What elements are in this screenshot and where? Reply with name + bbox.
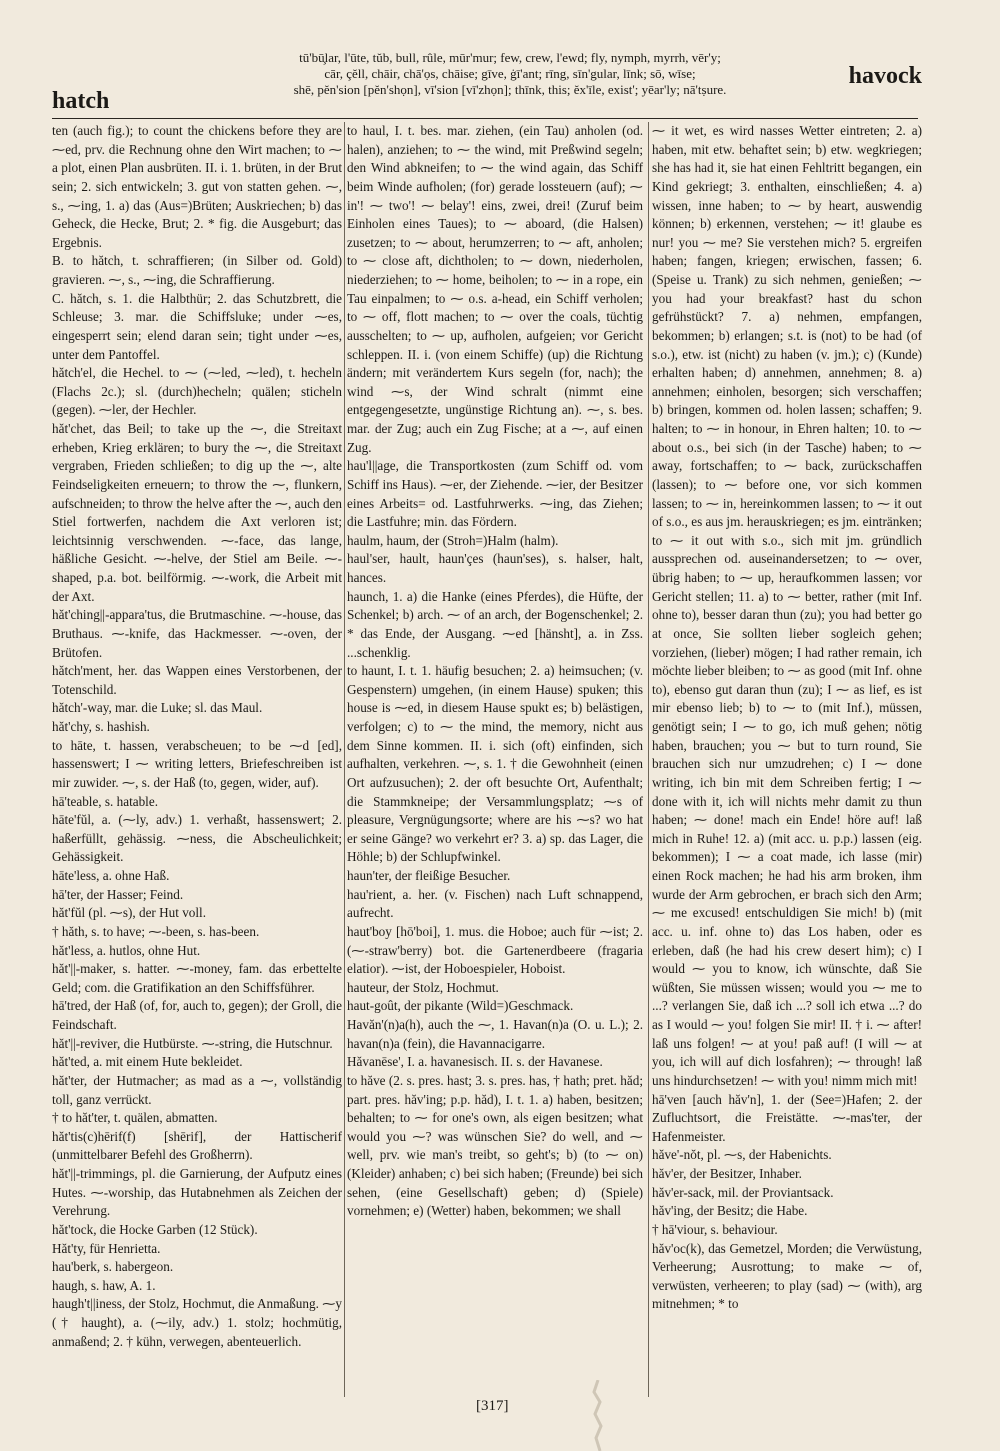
entry: hau'berk, s. habergeon. (52, 1259, 174, 1275)
entry: hăt'chy, s. hashish. (52, 719, 150, 734)
pronunciation-key (200, 50, 820, 98)
entry: haul'ser, hault, haun'çes (haun'ses), s. halser, halt, hances. (347, 551, 643, 585)
entry: † to hăt'ter, t. quälen, abmatten. (52, 1110, 218, 1126)
entry: hā'ven [auch hăv'n], 1. der (See=)Hafen; 2. der Zufluchtsort, die Freistätte. ⁓-mas'ter, der Hafenmeister. (652, 1091, 922, 1144)
entry: hăt'||-maker, s. hatter. ⁓-money, fam. das erbettelte Geld; com. die Gratifikation an den Schiffsführer. (52, 961, 342, 995)
entry: hāte'less, a. ohne Haß. (52, 868, 170, 883)
entry: hauteur, der Stolz, Hochmut. (347, 979, 499, 995)
entry: B. to hătch, t. schraffieren; (in Silber od. Gold) gravieren. ⁓, s., ⁓ing, die Schraffierung. (52, 253, 342, 287)
entry: hā'teable, s. hatable. (52, 793, 158, 809)
entry: hăt'ted, a. mit einem Hute bekleidet. (52, 1054, 243, 1070)
entry: haun'ter, der fleißige Besucher. (347, 868, 511, 883)
entry: Hăvanēse', I. a. havanesisch. II. s. der Havanese. (347, 1054, 603, 1070)
entry: hăt'less, a. hutlos, ohne Hut. (52, 942, 201, 958)
pronunciation-key-line: shē, pĕn'sion [pĕn'shọn], vī'sion [vī'zhọn]; thīnk, this; ĕx'īle, exist'; yēar'ly; nā'tṣure. (293, 82, 727, 97)
entry: C. hătch, s. 1. die Halbthür; 2. das Schutzbrett, die Schleuse; 3. mar. die Schiffsluke; under ⁓es, eingesperrt sein; elend daran sein; tight under ⁓es, unter dem Pantoffel. (52, 290, 342, 362)
entry: hăve'-nŏt, pl. ⁓s, der Habenichts. (652, 1147, 832, 1163)
entry: to hăve (2. s. pres. hast; 3. s. pres. has, † hath; pret. hăd; part. pres. hăv'ing; p.p. hăd), I. t. 1. a) haben, besitzen; behalten; to ⁓ for one's own, als eigen besitzen; what would you ⁓? was wünschen Sie? do well, and ⁓ well, prv. wie man's treibt, so geht's; b) (to ⁓ on) (Kleider) anhaben; c) bei sich haben; (Freunde) bei sich sehen, (eine Gesellschaft) geben; d) (Spiele) vornehmen; e) (Wetter) haben, bekommen; we shall (347, 1072, 643, 1219)
entry: haugh't||iness, der Stolz, Hochmut, die Anmaßung. ⁓y († haught), a. (⁓ily, adv.) 1. stolz; hochmütig, anmaßend; 2. † kühn, verwegen, abenteuerlich. (52, 1296, 342, 1349)
entry: hăv'er, der Besitzer, Inhaber. (652, 1166, 802, 1181)
entry: haut'boy [hō'boi], 1. mus. die Hoboe; auch für ⁓ist; 2. (⁓-straw'berry) bot. die Gartenerdbeere (fragaria elatior). ⁓ist, der Hoboespieler, Hoboist. (347, 923, 643, 977)
pronunciation-key-line: cār, çĕll, chāir, chā'ọs, chāise; gīve, ġī'ant; rīng, sīn'gular, līnk; sō, wīse; (324, 66, 696, 81)
entry: † hā'viour, s. behaviour. (652, 1221, 778, 1237)
entry: hăt'fŭl (pl. ⁓s), der Hut voll. (52, 905, 207, 921)
entry: hăt'ter, der Hutmacher; as mad as a ⁓, vollständig toll, ganz verrückt. (52, 1072, 342, 1107)
entry: hăt'||-reviver, die Hutbürste. ⁓-string, die Hutschnur. (52, 1035, 333, 1051)
entry: to haunt, I. t. 1. häufig besuchen; 2. a) heimsuchen; (v. Gespenstern) umgehen, (in einem Hause) spuken; this house is ⁓ed, in diesem Hause spukt es; b) belästigen, verfolgen; c) to ⁓ the mind, the memory, nicht aus dem Sinne kommen. II. i. sich (oft) einfinden, sich aufhalten, verkehren. ⁓, s. 1. † die Gewohnheit (einen Ort aufzusuchen); 2. der oft besuchte Ort, Aufenthalt; die Stammkneipe; der Versammlungsplatz; ⁓s of pleasure, Vergnügungsorte; where are his ⁓s? wo hat er seine Gänge? wo verkehrt er? 3. a) sp. das Lager, die Höhle; b) der Schlupfwinkel. (347, 663, 643, 865)
guide-word-left: hatch (52, 88, 110, 114)
entry: hăv'ing, der Besitz; die Habe. (652, 1203, 808, 1219)
entry: hăt'tock, die Hocke Garben (12 Stück). (52, 1221, 258, 1237)
entry: Hăt'ty, für Henrietta. (52, 1240, 161, 1256)
column-3 (652, 122, 922, 1314)
entry: hā'ter, der Hasser; Feind. (52, 886, 184, 902)
entry: haugh, s. haw, A. 1. (52, 1277, 156, 1293)
entry: Havăn'(n)a(h), auch the ⁓, 1. Havan(n)a (O. u. L.); 2. havan(n)a (fein), die Havannacigarre. (347, 1017, 643, 1051)
paper-tear (588, 1380, 608, 1451)
entry: hăt'ching||-appara'tus, die Brutmaschine. ⁓-house, das Bruthaus. ⁓-knife, das Hackmesser. ⁓-oven, der Brütofen. (52, 607, 342, 660)
entry: hătch'ment, her. das Wappen eines Verstorbenen, der Totenschild. (52, 663, 342, 697)
column-divider (648, 122, 649, 1397)
guide-word-right: havock (848, 63, 922, 89)
entry: hā'tred, der Haß (of, for, auch to, gegen); der Groll, die Feindschaft. (52, 998, 342, 1032)
page-number: [317] (476, 1398, 509, 1414)
entry: to haul, I. t. bes. mar. ziehen, (ein Tau) anholen (od. halen), anziehen; to ⁓ the wind, mit Preßwind segeln; den Wind abkneifen; to ⁓ the wind again, das Schiff beim Winde aufholen; (for) gerade lossteuern (auf); ⁓ in'! ⁓ two'! ⁓ belay'! eins, zwei, drei! (Zuruf beim Einholen eines Taues); to ⁓ aboard, (die Halsen) zusetzen; to ⁓ about, herumzerren; to ⁓ aft, anholen; to ⁓ close aft, dichtholen; to ⁓ down, niederholen, niederziehen; to ⁓ home, beiholen; to ⁓ in a rope, ein Tau einpalmen; to ⁓ o.s. a-head, ein Schiff verholen; to ⁓ off, flott machen; to ⁓ over the coals, tüchtig ausschelten; to ⁓ up, aufholen, aufgeien; vor Gericht schleppen. II. i. (von einem Schiffe) (up) die Richtung ändern; mit verändertem Kurs segeln (for, nach); the wind ⁓s, der Wind schralt (nimmt eine entgegengesetzte, ungünstige Richtung an). ⁓, s. bes. mar. der Zug; auch ein Zug Fische; at a ⁓, auf einen Zug. (347, 123, 643, 455)
entry: hăv'er-sack, mil. der Proviantsack. (652, 1184, 834, 1200)
entry: ten (auch fig.); to count the chickens before they are ⁓ed, prv. die Rechnung ohne den Wirt machen; to ⁓ a plot, einen Plan ausbrüten. II. i. 1. brüten, in der Brut sein; 2. sich entwickeln; 3. gut von statten gehen. ⁓, s., ⁓ing, 1. a) das (Aus=)Brüten; Auskriechen; b) das Geheck, die Hecke, Brut; 2. * fig. die Ausgeburt; das Ergebnis. (52, 123, 342, 250)
entry: hāte'fŭl, a. (⁓ly, adv.) 1. verhaßt, hassenswert; 2. haßerfüllt, gehässig. ⁓ness, die Abscheulichkeit; Gehässigkeit. (52, 812, 342, 865)
header-rule (52, 118, 918, 119)
entry: haulm, haum, der (Stroh=)Halm (halm). (347, 532, 559, 548)
entry: hau'rient, a. her. (v. Fischen) nach Luft schnappend, aufrecht. (347, 886, 643, 921)
entry: ⁓ it wet, es wird nasses Wetter eintreten; 2. a) haben, mit etw. behaftet sein; b) etw. wegkriegen; she has had it, sie hat einen Fehltritt begangen, ein Kind gekriegt; 3. enthalten, einschließen; 4. a) wissen, inne haben; to ⁓ by heart, auswendig können; b) erkennen, verstehen; ⁓ it! glaube es nur! you ⁓ me? Sie verstehen mich? 5. ergreifen haben; fangen, kriegen; erwischen, fassen; 6. (Speise u. Trank) zu sich nehmen, genießen; ⁓ you had your breakfast? hast du schon gefrühstückt? 7. a) nehmen, empfangen, bekommen; b) erlangen; s.t. is (not) to be had (of s.o.), etw. ist (nicht) zu haben (v. jm.); c) (Kunde) erhalten haben; d) annehmen, annehmen; 8. a) annehmen; einholen, besorgen; sich verschaffen; b) bringen, kommen od. holen lassen; schaffen; 9. halten; to ⁓ in honour, in Ehren halten; 10. to ⁓ about o.s., bei sich (in der Tasche) haben; to ⁓ away, fortschaffen; to ⁓ back, zurückschaffen (lassen); to ⁓ before one, vor sich kommen lassen; to ⁓ in, hereinkommen lassen; to ⁓ it out of s.o., es aus jm. herauskriegen; es jm. eintränken; to ⁓ it out with s.o., sich mit jm. gründlich aussprechen od. auseinandersetzen; to ⁓ over, übrig haben; to ⁓ up, heraufkommen lassen; vor Gericht stellen; 11. a) to ⁓ better, rather (mit Inf. ohne to), besser daran thun (zu); you had better go at once, Sie sollten lieber sogleich gehen; vorziehen, (lieber) mögen; I had rather remain, ich möchte lieber bleiben; to ⁓ as good (mit Inf. ohne to), ebenso gut daran thun (zu); I ⁓ as lief, es ist mir ebenso lieb; b) to ⁓ to (mit Inf.), müssen, genötigt sein; I ⁓ to go, ich muß gehen; nötig haben, brauchen; you ⁓ but to turn round, Sie brauchen sich nur umzudrehen; c) I ⁓ done writing, ich bin mit dem Schreiben fertig; I ⁓ done with it, ich will nichts mehr damit zu thun haben; ⁓ done! mach ein Ende! höre auf! laß mich in Ruhe! 12. a) (mit acc. u. p.p.) lassen (eig. bekommen); I ⁓ a coat made, ich lasse (mir) einen Rock machen; he had his arm broken, ihm wurde der Arm gebrochen, er brach sich den Arm; ⁓ me excused! entschuldigen Sie mich! b) (mit acc. u. inf. ohne to) das Los haben, oder es erleben, daß (he had his crew desert him); c) I would ⁓ you to know, ich wünschte, daß Sie wüßten, Sie müssen wissen; would you ⁓ me to ...? verlangen Sie, daß ich ...? soll ich etwa ...? do as I would ⁓ you! folgen Sie mir! II. † i. ⁓ after! laß uns folgen! ⁓ at you! paß auf! (I will ⁓ at you, ich will auf dich losfahren); ⁓ through! laß uns hindurchsetzen! ⁓ with you! nimm mich mit! (652, 123, 922, 1088)
entry: hăv'oc(k), das Gemetzel, Morden; die Verwüstung, Verheerung; Ausrottung; to make ⁓ of, verwüsten, verheeren; to play (sad) ⁓ (with), arg mitnehmen; * to (652, 1240, 922, 1312)
entry: hătch'el, die Hechel. to ⁓ (⁓led, ⁓led), t. hecheln (Flachs 2c.); sl. (durch)hecheln; quälen; sticheln (gegen). ⁓ler, der Hechler. (52, 365, 342, 418)
entry: hăt'||-trimmings, pl. die Garnierung, der Aufputz eines Hutes. ⁓-worship, das Hutabnehmen als Zeichen der Verehrung. (52, 1166, 342, 1219)
entry: to hāte, t. hassen, verabscheuen; to be ⁓d [ed], hassenswert; I ⁓ writing letters, Briefeschreiben ist mir zuwider. ⁓, s. der Haß (to, gegen, wider, auf). (52, 737, 342, 790)
entry: † hăth, s. to have; ⁓-been, s. has-been. (52, 923, 260, 939)
column-1 (52, 122, 342, 1351)
column-2 (347, 122, 643, 1221)
entry: haunch, 1. a) die Hanke (eines Pferdes), die Hüfte, der Schenkel; b) arch. ⁓ of an arch, der Bogenschenkel; 2. * das Ende, der Ausgang. ⁓ed [hänsht], a. in Zss. ...schenklig. (347, 588, 643, 660)
pronunciation-key-line: tū'bū̧lar, l'ūte, tŭb, bull, rûle, mūr'mur; few, crew, l'ewd; fly, nymph, myrrh, vēr'y; (299, 50, 721, 65)
entry: hăt'tis(c)hērif(f) [shērif], der Hattischerif (unmittelbarer Befehl des Großherrn). (52, 1128, 342, 1163)
entry: hau'l||age, die Transportkosten (zum Schiff od. vom Schiff ins Haus). ⁓er, der Ziehende. ⁓ier, der Besitzer eines Arbeits= od. Lastfuhrwerks. ⁓ing, das Ziehen; die Lastfuhre; min. das Fördern. (347, 458, 643, 530)
column-divider (344, 122, 345, 1397)
entry: haut-goût, der pikante (Wild=)Geschmack. (347, 998, 574, 1014)
entry: hăt'chet, das Beil; to take up the ⁓, die Streitaxt erheben, Krieg erklären; to bury the ⁓, die Streitaxt vergraben, Frieden schließen; to dig up the ⁓, alte Feindseligkeiten erneuern; to throw the ⁓, flunkern, aufschneiden; to throw the helve after the ⁓, auch den Stiel fortwerfen, nachdem die Axt verloren ist; leichtsinnig verschwenden. ⁓-face, das lange, häßliche Gesicht. ⁓-helve, der Stiel am Beile. ⁓-shaped, p.a. bot. beilförmig. ⁓-work, die Arbeit mit der Axt. (52, 421, 342, 604)
entry: hătch'-way, mar. die Luke; sl. das Maul. (52, 700, 263, 716)
